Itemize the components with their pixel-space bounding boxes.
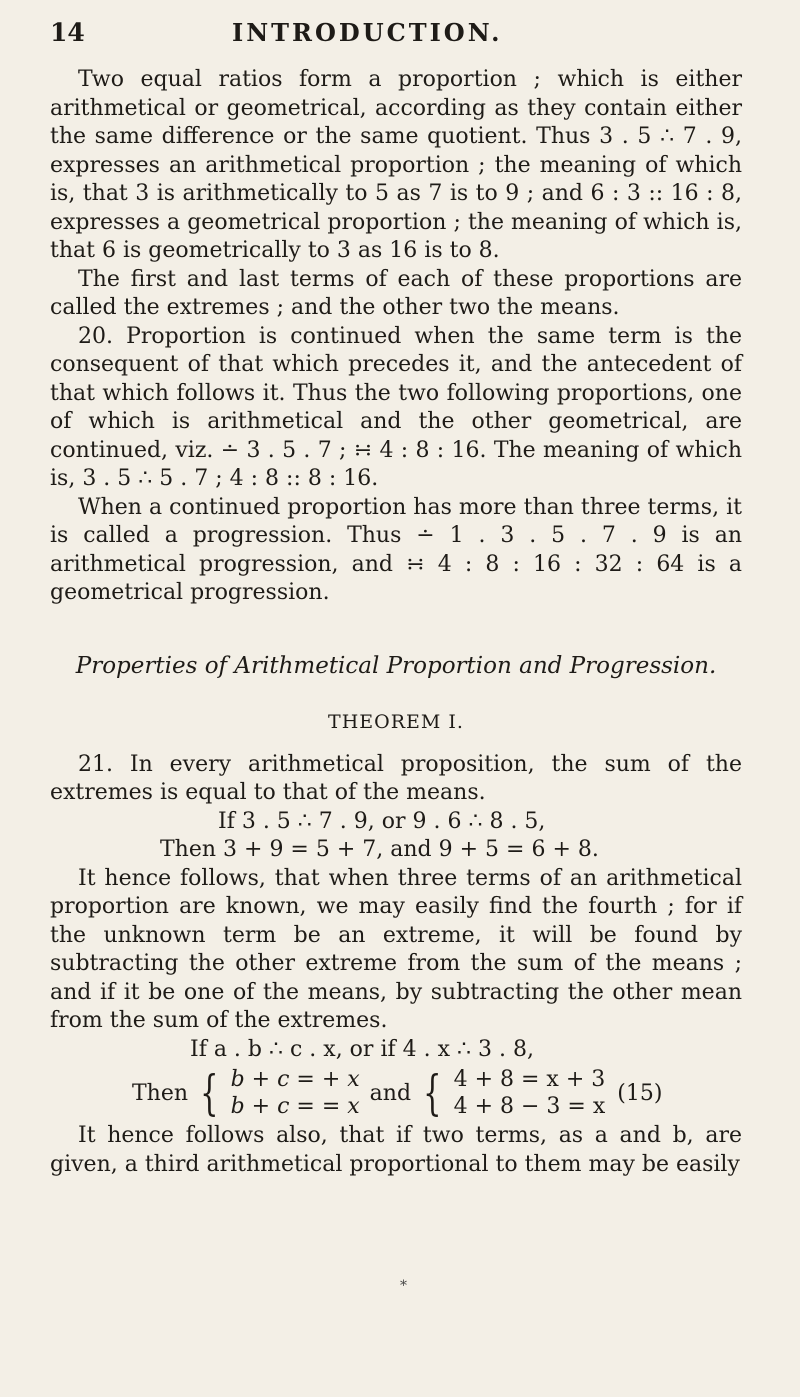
eq-left-2: b + c = = x: [230, 1094, 360, 1119]
footer-mark: *: [400, 1278, 407, 1294]
right-equations: [454, 1066, 606, 1120]
section-title: Properties of Arithmetical Proportion and Progression.: [75, 652, 717, 679]
paragraph-continued: 20. Proportion is continued when the same term is the consequent of that which precedes it, and the antecedent of that which follows it. Thus the two following proportions, one of which is arithmetical and the other geometrical, are continued, viz. ∸ 3 . 5 . 7 ; ∺ 4 : 8 : 16. The meaning of which is, 3 . 5 ∴ 5 . 7 ; 4 : 8 :: 8 : 16.: [50, 323, 742, 491]
eq-right-1: 4 + 8 = x + 3: [453, 1067, 606, 1092]
paragraph-progression: When a continued proportion has more than three terms, it is called a progression. Thus ∸ 1 . 3 . 5 . 7 . 9 is an arithmetical progression, and ∺ 4 : 8 : 16 : 32 : 64 is a geometrical progression.: [50, 494, 742, 605]
theorem-body: It hence follows, that when three terms of an arithmetical proportion are known, we may easily find the fourth ; for if the unknown term be an extreme, it will be found by subtracting the other extreme from the sum of the means ; and if it be one of the means, by subtracting the other mean from the sum of the extremes.: [50, 865, 742, 1033]
page-header: [50, 18, 742, 66]
paragraph-extremes: The first and last terms of each of these proportions are called the extremes ; and the other two the means.: [50, 266, 742, 320]
theorem-heading: THEOREM I.: [328, 711, 464, 733]
eq-left-1: b + c = + x: [230, 1067, 360, 1092]
closing-paragraph: It hence follows also, that if two terms, as a and b, are given, a third arithmetical proportional to them may be easily: [50, 1123, 742, 1177]
example-line-1: If 3 . 5 ∴ 7 . 9, or 9 . 6 ∴ 8 . 5,: [218, 808, 546, 834]
example-line-3: If a . b ∴ c . x, or if 4 . x ∴ 3 . 8,: [190, 1036, 534, 1062]
example-line-2: Then 3 + 9 = 5 + 7, and 9 + 5 = 6 + 8.: [160, 837, 599, 862]
equation-block: [50, 1064, 742, 1122]
paragraph-ratios: Two equal ratios form a proportion ; which is either arithmetical or geometrical, according as they contain either the same difference or the same quotient. Thus 3 . 5 ∴ 7 . 9, expresses an arithmetical proportion ; the meaning of which is, that 3 is arithmetically to 5 as 7 is to 9 ; and 6 : 3 :: 16 : 8, expresses a geometrical proportion ; the meaning of which is, that 6 is geometrically to 3 as 16 is to 8.: [50, 67, 742, 263]
then-word: Then: [132, 1080, 189, 1106]
running-head: INTRODUCTION.: [232, 18, 503, 47]
left-brace: {: [200, 1065, 219, 1121]
page-number: 14: [50, 18, 85, 47]
left-equations: [231, 1066, 360, 1120]
eq-right-2: 4 + 8 − 3 = x: [453, 1094, 606, 1119]
equation-number: (15): [617, 1080, 663, 1106]
right-brace: {: [423, 1065, 442, 1121]
theorem-statement: 21. In every arithmetical proposition, the sum of the extremes is equal to that of the means.: [50, 751, 742, 805]
and-word: and: [369, 1080, 412, 1106]
